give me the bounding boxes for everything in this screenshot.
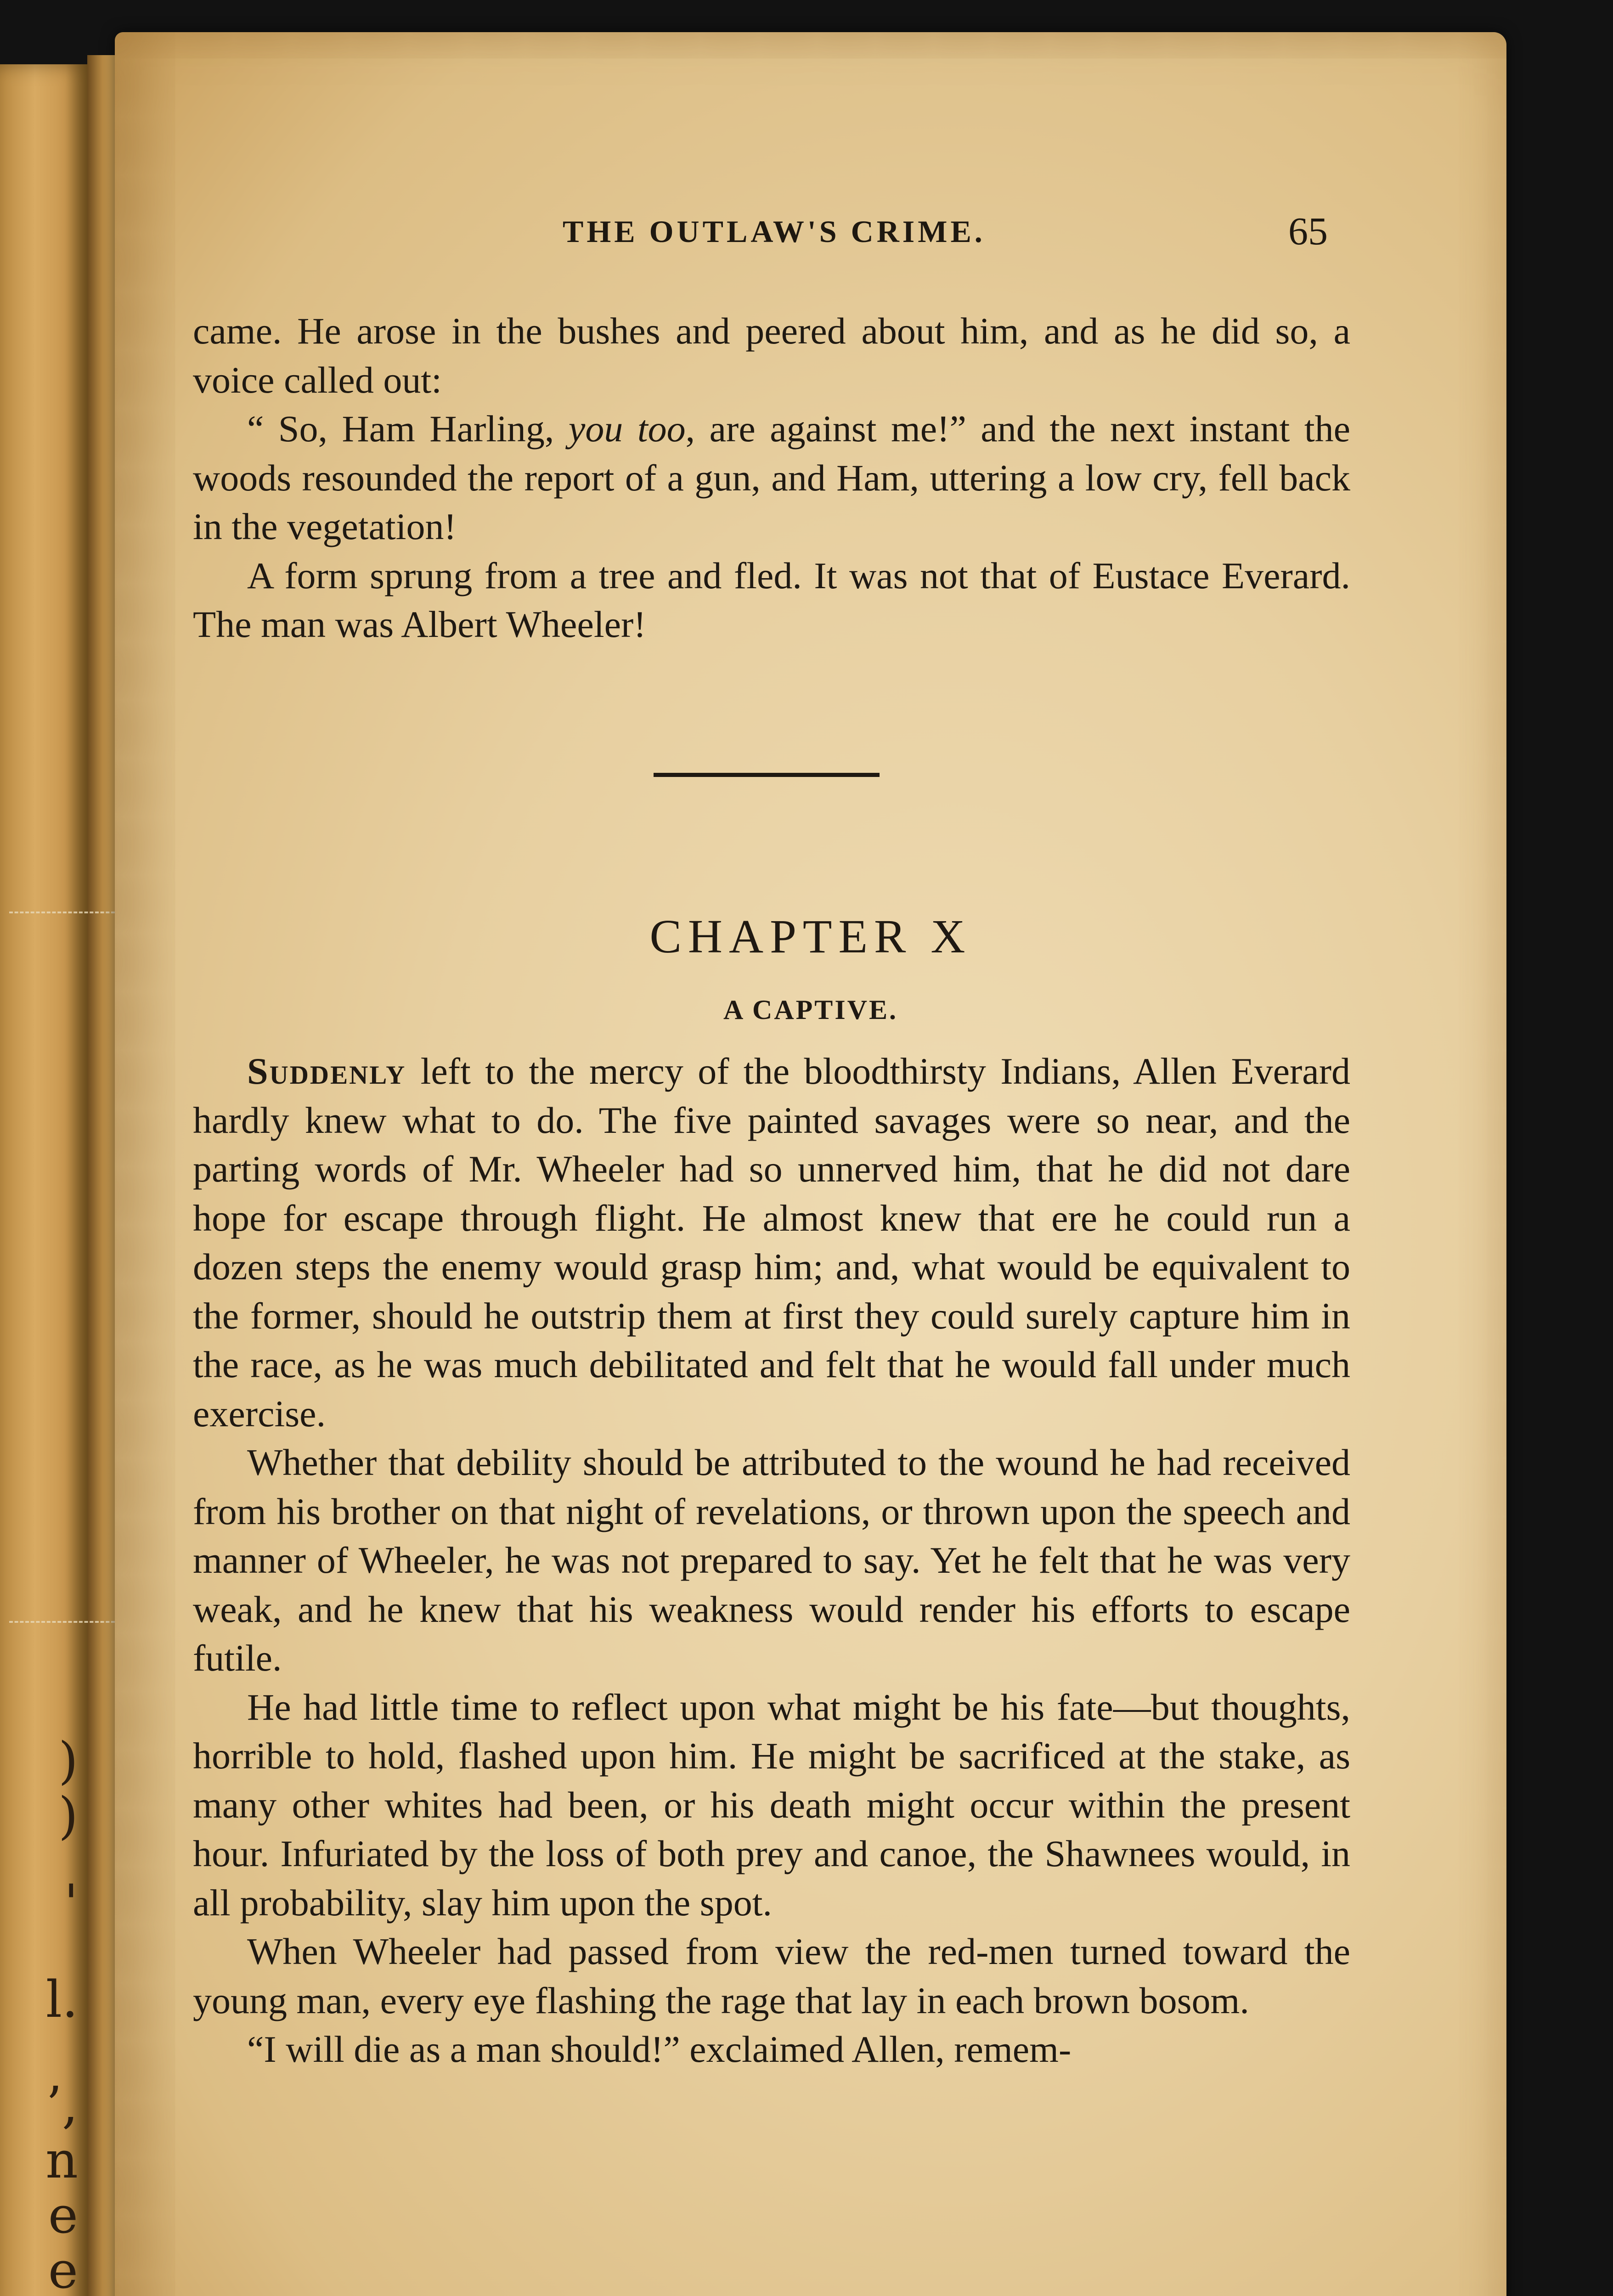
left-page-text-fragments [0, 0, 87, 2296]
page-number: 65 [1288, 209, 1328, 253]
left-fragment: ’, [46, 2076, 78, 2134]
left-fragment: ) [58, 1731, 78, 1790]
chapter-title: CHAPTER X [649, 910, 972, 963]
left-fragment: ' [64, 1874, 78, 1932]
paragraph-text: , are against me!” and the next instant the woods resounded the report of a gun, and Ham, uttering a low cry, fell back in the vegetation! [193, 408, 1350, 547]
section-divider-rule [654, 773, 880, 777]
book-page [115, 32, 1506, 2296]
paragraph: He had little time to reflect upon what might be his fate—but thoughts, horrible to hold, flashed upon him. He might be sacrificed at the stake, as many other whites had been, or his death might occur within the present hour. Infuriated by the loss of both prey and canoe, the Shawnees would, in all probability, slay him upon the spot. [193, 1686, 1350, 1924]
chapter-subtitle: A CAPTIVE. [723, 995, 898, 1025]
paragraph [193, 1047, 1350, 1438]
chapter-text [193, 1047, 1350, 2074]
left-fragment: e [48, 2241, 78, 2296]
continued-text [193, 307, 1350, 649]
paragraph-lead-word: Suddenly [247, 1050, 406, 1092]
paragraph: A form sprung from a tree and fled. It was not that of Eustace Everard. The man was Albert Wheeler! [193, 554, 1350, 645]
paragraph: When Wheeler had passed from view the red-men turned toward the young man, every eye flashing the rage that lay in each brown bosom. [193, 1930, 1350, 2021]
paragraph: Whether that debility should be attributed to the wound he had received from his brother on that night of revelations, or thrown upon the speech and manner of Wheeler, he was not prepared to say. Yet he felt that he was very weak, and he knew that his weakness would render his efforts to escape futile. [193, 1441, 1350, 1679]
paragraph: came. He arose in the bushes and peered about him, and as he did so, a voice called out: [193, 310, 1350, 401]
spine-stitch [9, 1621, 115, 1632]
left-fragment: n [45, 2131, 78, 2189]
paragraph-text: “ So, Ham Harling, [247, 408, 569, 450]
spine-stitch [9, 912, 115, 923]
left-fragment: l. [45, 1970, 78, 2029]
paragraph [193, 405, 1350, 551]
italic-emphasis: you too [568, 408, 686, 450]
left-fragment: ) [58, 1786, 78, 1845]
running-head [115, 209, 1506, 269]
running-head-title: THE OUTLAW'S CRIME. [563, 214, 986, 249]
left-fragment: e [48, 2186, 78, 2245]
paragraph: “I will die as a man should!” exclaimed Allen, remem- [247, 2028, 1072, 2070]
paragraph-text: left to the mercy of the bloodthirsty Indians, Allen Everard hardly knew what to do. The five painted savages were so near, and the parting words of Mr. Wheeler had so unnerved him, that he did not dare hope for escape through flight. He almost knew that ere he could run a dozen steps the enemy would grasp him; and, what would be equivalent to the former, should he outstrip them at first they could surely capture him in the race, as he was much debilitated and felt that he would fall under much exercise. [193, 1050, 1350, 1435]
